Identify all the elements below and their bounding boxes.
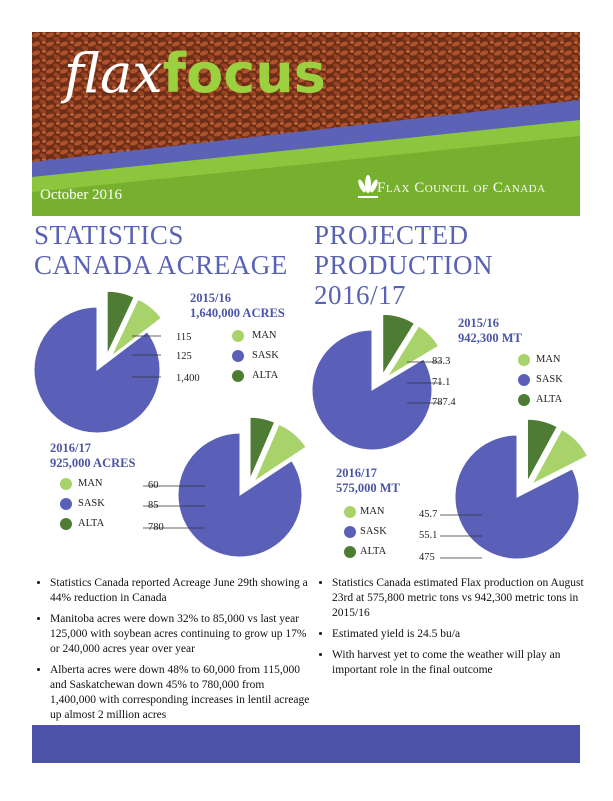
- banner-title-flax: flax: [64, 42, 163, 105]
- legend-label-alta: ALTA: [536, 394, 563, 405]
- legend-swatch-alta: [232, 370, 244, 382]
- acreage-heading-line2: CANADA ACREAGE: [34, 250, 288, 280]
- data-label: 125: [176, 351, 192, 362]
- production-heading-line1: PROJECTED: [314, 220, 469, 250]
- data-label: 115: [176, 332, 192, 343]
- list-item: • Alberta acres were down 48% to 60,000 from 115,000 and Saskatchewan down 45% to 780,000 from 1,400,000 with corresponding increases in lentil acreage up almost 2 million acres: [50, 663, 312, 723]
- legend-label-sask: SASK: [360, 526, 387, 537]
- list-item: • Statistics Canada estimated Flax production on August 23rd at 575,800 metric tons vs 942,300 metric tons in 2015/16: [332, 576, 594, 621]
- legend-swatch-man: [518, 354, 530, 366]
- list-item: • Manitoba acres were down 32% to 85,000 vs last year 125,000 with soybean acres continuing to grow up 17% or 240,000 acres year over year: [50, 612, 312, 657]
- production-heading-line2: PRODUCTION: [314, 250, 494, 280]
- legend-label-man: MAN: [360, 506, 385, 517]
- data-label: 55.1: [419, 530, 438, 541]
- legend-label-sask: SASK: [536, 374, 563, 385]
- legend-label-man: MAN: [78, 478, 103, 489]
- list-item: • With harvest yet to come the weather will play an important role in the final outcome: [332, 648, 594, 678]
- chart-total: 575,000 MT: [336, 481, 400, 495]
- legend-label-alta: ALTA: [78, 518, 105, 529]
- data-label: 1,400: [176, 373, 200, 384]
- acreage-notes: [32, 576, 312, 729]
- chart-year: 2015/16: [190, 291, 231, 305]
- footer-bar: [32, 725, 580, 763]
- legend-swatch-alta: [60, 518, 72, 530]
- legend-swatch-man: [60, 478, 72, 490]
- banner-title-focus: focus: [162, 42, 326, 105]
- legend-label-sask: SASK: [78, 498, 105, 509]
- legend-swatch-sask: [232, 350, 244, 362]
- org-name: Flax Council of Canada: [377, 180, 546, 196]
- chart-total: 925,000 ACRES: [50, 456, 136, 470]
- chart-total: 1,640,000 ACRES: [190, 306, 285, 320]
- legend-acreage-2016: [60, 478, 140, 534]
- legend-label-sask: SASK: [252, 350, 279, 361]
- data-label: 780: [148, 522, 164, 533]
- list-item: • Statistics Canada reported Acreage June 29th showing a 44% reduction in Canada: [50, 576, 312, 606]
- acreage-heading-line1: STATISTICS: [34, 220, 184, 250]
- data-label: 83.3: [432, 356, 451, 367]
- legend-label-alta: ALTA: [252, 370, 279, 381]
- production-heading-line3: 2016/17: [314, 280, 407, 310]
- legend-swatch-man: [232, 330, 244, 342]
- data-label: 60: [148, 480, 159, 491]
- legend-production-2016: [344, 506, 414, 562]
- data-label: 45.7: [419, 509, 438, 520]
- legend-swatch-man: [344, 506, 356, 518]
- chart-year: 2016/17: [50, 441, 91, 455]
- chart-year: 2015/16: [458, 316, 499, 330]
- data-label: 71.1: [432, 377, 451, 388]
- chart-year: 2016/17: [336, 466, 377, 480]
- data-label: 85: [148, 500, 159, 511]
- legend-swatch-sask: [344, 526, 356, 538]
- legend-production-2015: [518, 354, 588, 410]
- chart-total: 942,300 MT: [458, 331, 522, 345]
- list-item: • Estimated yield is 24.5 bu/a: [332, 627, 594, 642]
- legend-label-man: MAN: [536, 354, 561, 365]
- legend-label-man: MAN: [252, 330, 277, 341]
- legend-label-alta: ALTA: [360, 546, 387, 557]
- issue-date: October 2016: [40, 187, 123, 203]
- legend-swatch-sask: [60, 498, 72, 510]
- production-notes: [314, 576, 594, 684]
- data-label: 475: [419, 552, 435, 563]
- legend-swatch-alta: [344, 546, 356, 558]
- legend-swatch-sask: [518, 374, 530, 386]
- legend-acreage-2015: [232, 330, 312, 386]
- data-label: 787.4: [432, 397, 456, 408]
- legend-swatch-alta: [518, 394, 530, 406]
